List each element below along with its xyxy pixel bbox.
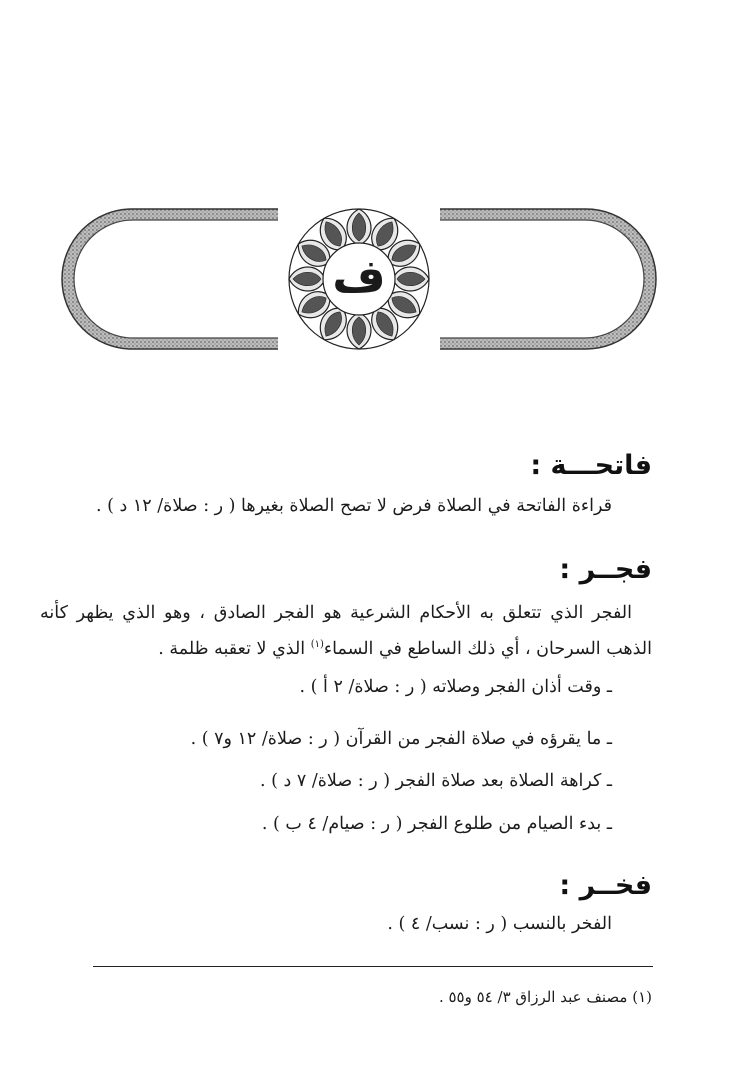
chapter-banner	[60, 205, 658, 353]
heading-fatiha: فاتحـــة :	[530, 450, 652, 481]
footnote-divider	[93, 966, 653, 967]
fajr-item-3: ـ كراهة الصلاة بعد صلاة الفجر ( ر : صلاة/ ٧ د ) .	[260, 771, 612, 791]
fakhr-line: الفخر بالنسب ( ر : نسب/ ٤ ) .	[387, 914, 612, 934]
fajr-item-1: ـ وقت أذان الفجر وصلاته ( ر : صلاة/ ٢ أ ) .	[299, 677, 612, 697]
chapter-letter: ف	[332, 249, 386, 303]
fajr-paragraph	[40, 597, 652, 665]
fajr-item-2: ـ ما يقرؤه في صلاة الفجر من القرآن ( ر : صلاة/ ١٢ و٧ ) .	[190, 729, 612, 749]
fajr-paragraph-part2: الذي لا تعقبه ظلمة .	[158, 638, 311, 659]
heading-fajr: فجــر :	[559, 554, 652, 585]
footnote-ref: (١)	[310, 639, 324, 650]
fajr-paragraph-part1: الفجر الذي تتعلق به الأحكام الشرعية هو الفجر الصادق ، وهو الذي يظهر كأنه الذهب السرحان ، أي ذلك الساطع في السماء	[40, 603, 652, 659]
heading-fakhr: فخــر :	[559, 870, 652, 901]
fajr-item-4: ـ بدء الصيام من طلوع الفجر ( ر : صيام/ ٤ ب ) .	[261, 814, 612, 834]
fatiha-line: قراءة الفاتحة في الصلاة فرض لا تصح الصلاة بغيرها ( ر : صلاة/ ١٢ د ) .	[96, 496, 612, 516]
footnote-text: (١) مصنف عبد الرزاق ٣/ ٥٤ و٥٥ .	[438, 988, 652, 1006]
